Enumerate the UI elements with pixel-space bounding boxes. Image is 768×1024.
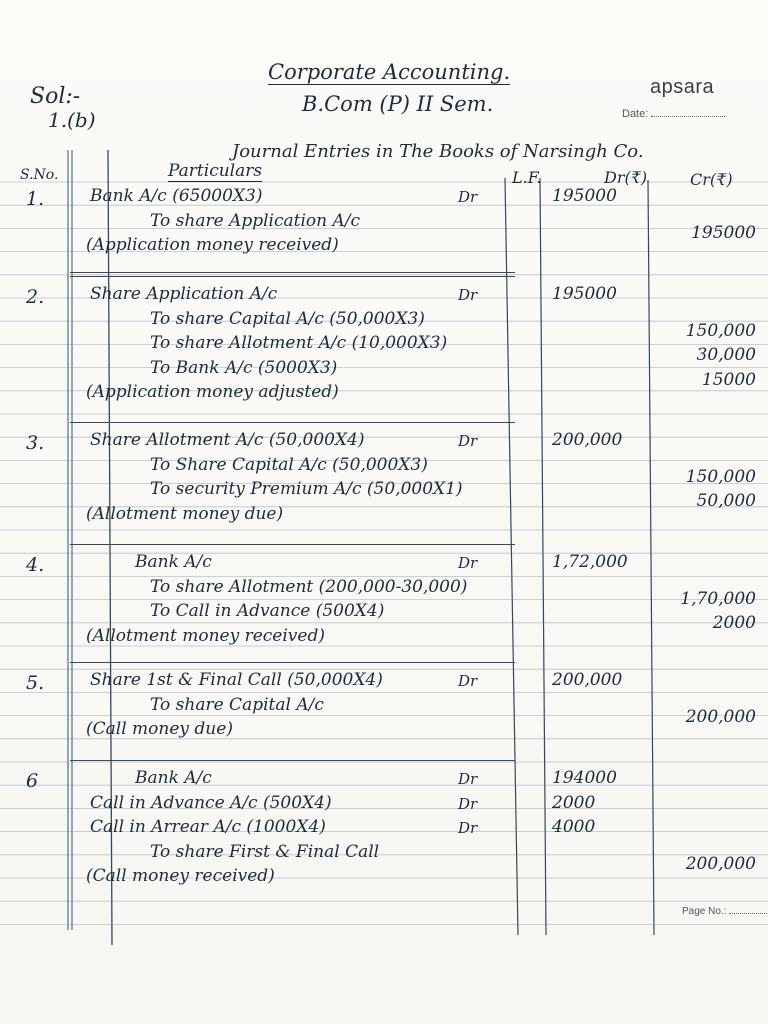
entry-separator (70, 272, 515, 273)
entry-narration: (Allotment money received) (86, 625, 325, 646)
debit-amount: 195000 (552, 284, 617, 304)
entry-particular: To share Allotment (200,000-30,000) (150, 576, 468, 597)
dr-rule (540, 178, 546, 935)
entry-particular: To share Application A/c (150, 210, 361, 231)
debit-marker: Dr (458, 554, 478, 572)
credit-amount: 1,70,000 (680, 588, 756, 609)
solution-label: Sol:- (30, 84, 81, 109)
debit-marker: Dr (458, 432, 478, 450)
credit-amount: 195000 (691, 222, 756, 243)
entry-particular: Call in Advance A/c (500X4) (90, 792, 332, 813)
entry-particular: Bank A/c (65000X3) (90, 186, 263, 206)
entry-narration: (Call money due) (86, 719, 233, 739)
debit-amount: 195000 (552, 186, 617, 206)
entry-narration: (Application money received) (86, 235, 339, 255)
debit-amount: 1,72,000 (552, 552, 628, 572)
debit-amount: 194000 (552, 768, 617, 788)
debit-amount: 200,000 (552, 430, 623, 450)
journal-title: Journal Entries in The Books of Narsingh Co. (232, 141, 644, 162)
date-label: Date: (622, 108, 725, 120)
debit-marker: Dr (458, 672, 478, 690)
entry-particular: To share Capital A/c (150, 694, 324, 715)
entry-particular: To security Premium A/c (50,000X1) (150, 479, 463, 499)
entry-particular: Share Allotment A/c (50,000X4) (90, 430, 365, 450)
debit-marker: Dr (458, 770, 478, 788)
entry-particular: Bank A/c (135, 768, 212, 788)
entry-separator (70, 276, 515, 277)
question-reference: 1.(b) (48, 108, 96, 132)
debit-amount: 4000 (552, 817, 596, 837)
debit-amount: 200,000 (552, 670, 623, 690)
credit-amount: 150,000 (685, 466, 756, 487)
page-number-label: Page No.: (682, 906, 768, 917)
entry-particular: Share Application A/c (90, 284, 278, 304)
entry-number: 1. (26, 188, 45, 210)
entry-narration: (Call money received) (86, 866, 275, 886)
col-header-dr: Dr(₹) (604, 168, 648, 187)
course-title: B.Com (P) II Sem. (302, 92, 494, 116)
debit-amount: 2000 (552, 792, 596, 813)
entry-particular: To Share Capital A/c (50,000X3) (150, 454, 428, 475)
credit-amount: 2000 (712, 613, 756, 633)
debit-marker: Dr (458, 188, 478, 206)
entry-particular: Bank A/c (135, 552, 212, 572)
col-header-particulars: Particulars (168, 161, 263, 181)
debit-marker: Dr (458, 286, 478, 304)
subject-title: Corporate Accounting. (268, 60, 511, 84)
entry-separator (70, 662, 515, 663)
entry-narration: (Allotment money due) (86, 503, 284, 524)
entry-number: 3. (26, 432, 45, 454)
cr-rule (648, 180, 654, 935)
credit-amount: 30,000 (696, 345, 756, 365)
entry-number: 4. (26, 554, 45, 576)
entry-narration: (Application money adjusted) (86, 382, 339, 402)
entry-particular: To share First & Final Call (150, 841, 380, 862)
entry-number: 6 (26, 770, 39, 792)
entry-particular: Share 1st & Final Call (50,000X4) (90, 670, 383, 690)
credit-amount: 150,000 (685, 320, 756, 341)
entry-separator (70, 760, 515, 761)
col-header-cr: Cr(₹) (690, 170, 733, 189)
debit-marker: Dr (458, 794, 478, 813)
entry-separator (70, 422, 515, 423)
credit-amount: 50,000 (696, 491, 756, 511)
col-header-lf: L.F. (512, 168, 542, 187)
col-header-sno: S.No. (20, 167, 59, 183)
entry-particular: To Call in Advance (500X4) (150, 601, 385, 621)
credit-amount: 200,000 (685, 706, 756, 727)
entry-separator (70, 544, 515, 545)
entry-particular: To share Capital A/c (50,000X3) (150, 308, 425, 329)
credit-amount: 200,000 (685, 853, 756, 874)
entry-particular: To share Allotment A/c (10,000X3) (150, 333, 448, 353)
entry-number: 5. (26, 672, 45, 694)
entry-particular: To Bank A/c (5000X3) (150, 357, 338, 378)
entry-number: 2. (26, 286, 45, 308)
credit-amount: 15000 (701, 369, 756, 390)
debit-marker: Dr (458, 819, 478, 837)
entry-particular: Call in Arrear A/c (1000X4) (90, 817, 326, 837)
lf-rule (505, 178, 518, 935)
brand-logo: apsara (650, 76, 715, 98)
